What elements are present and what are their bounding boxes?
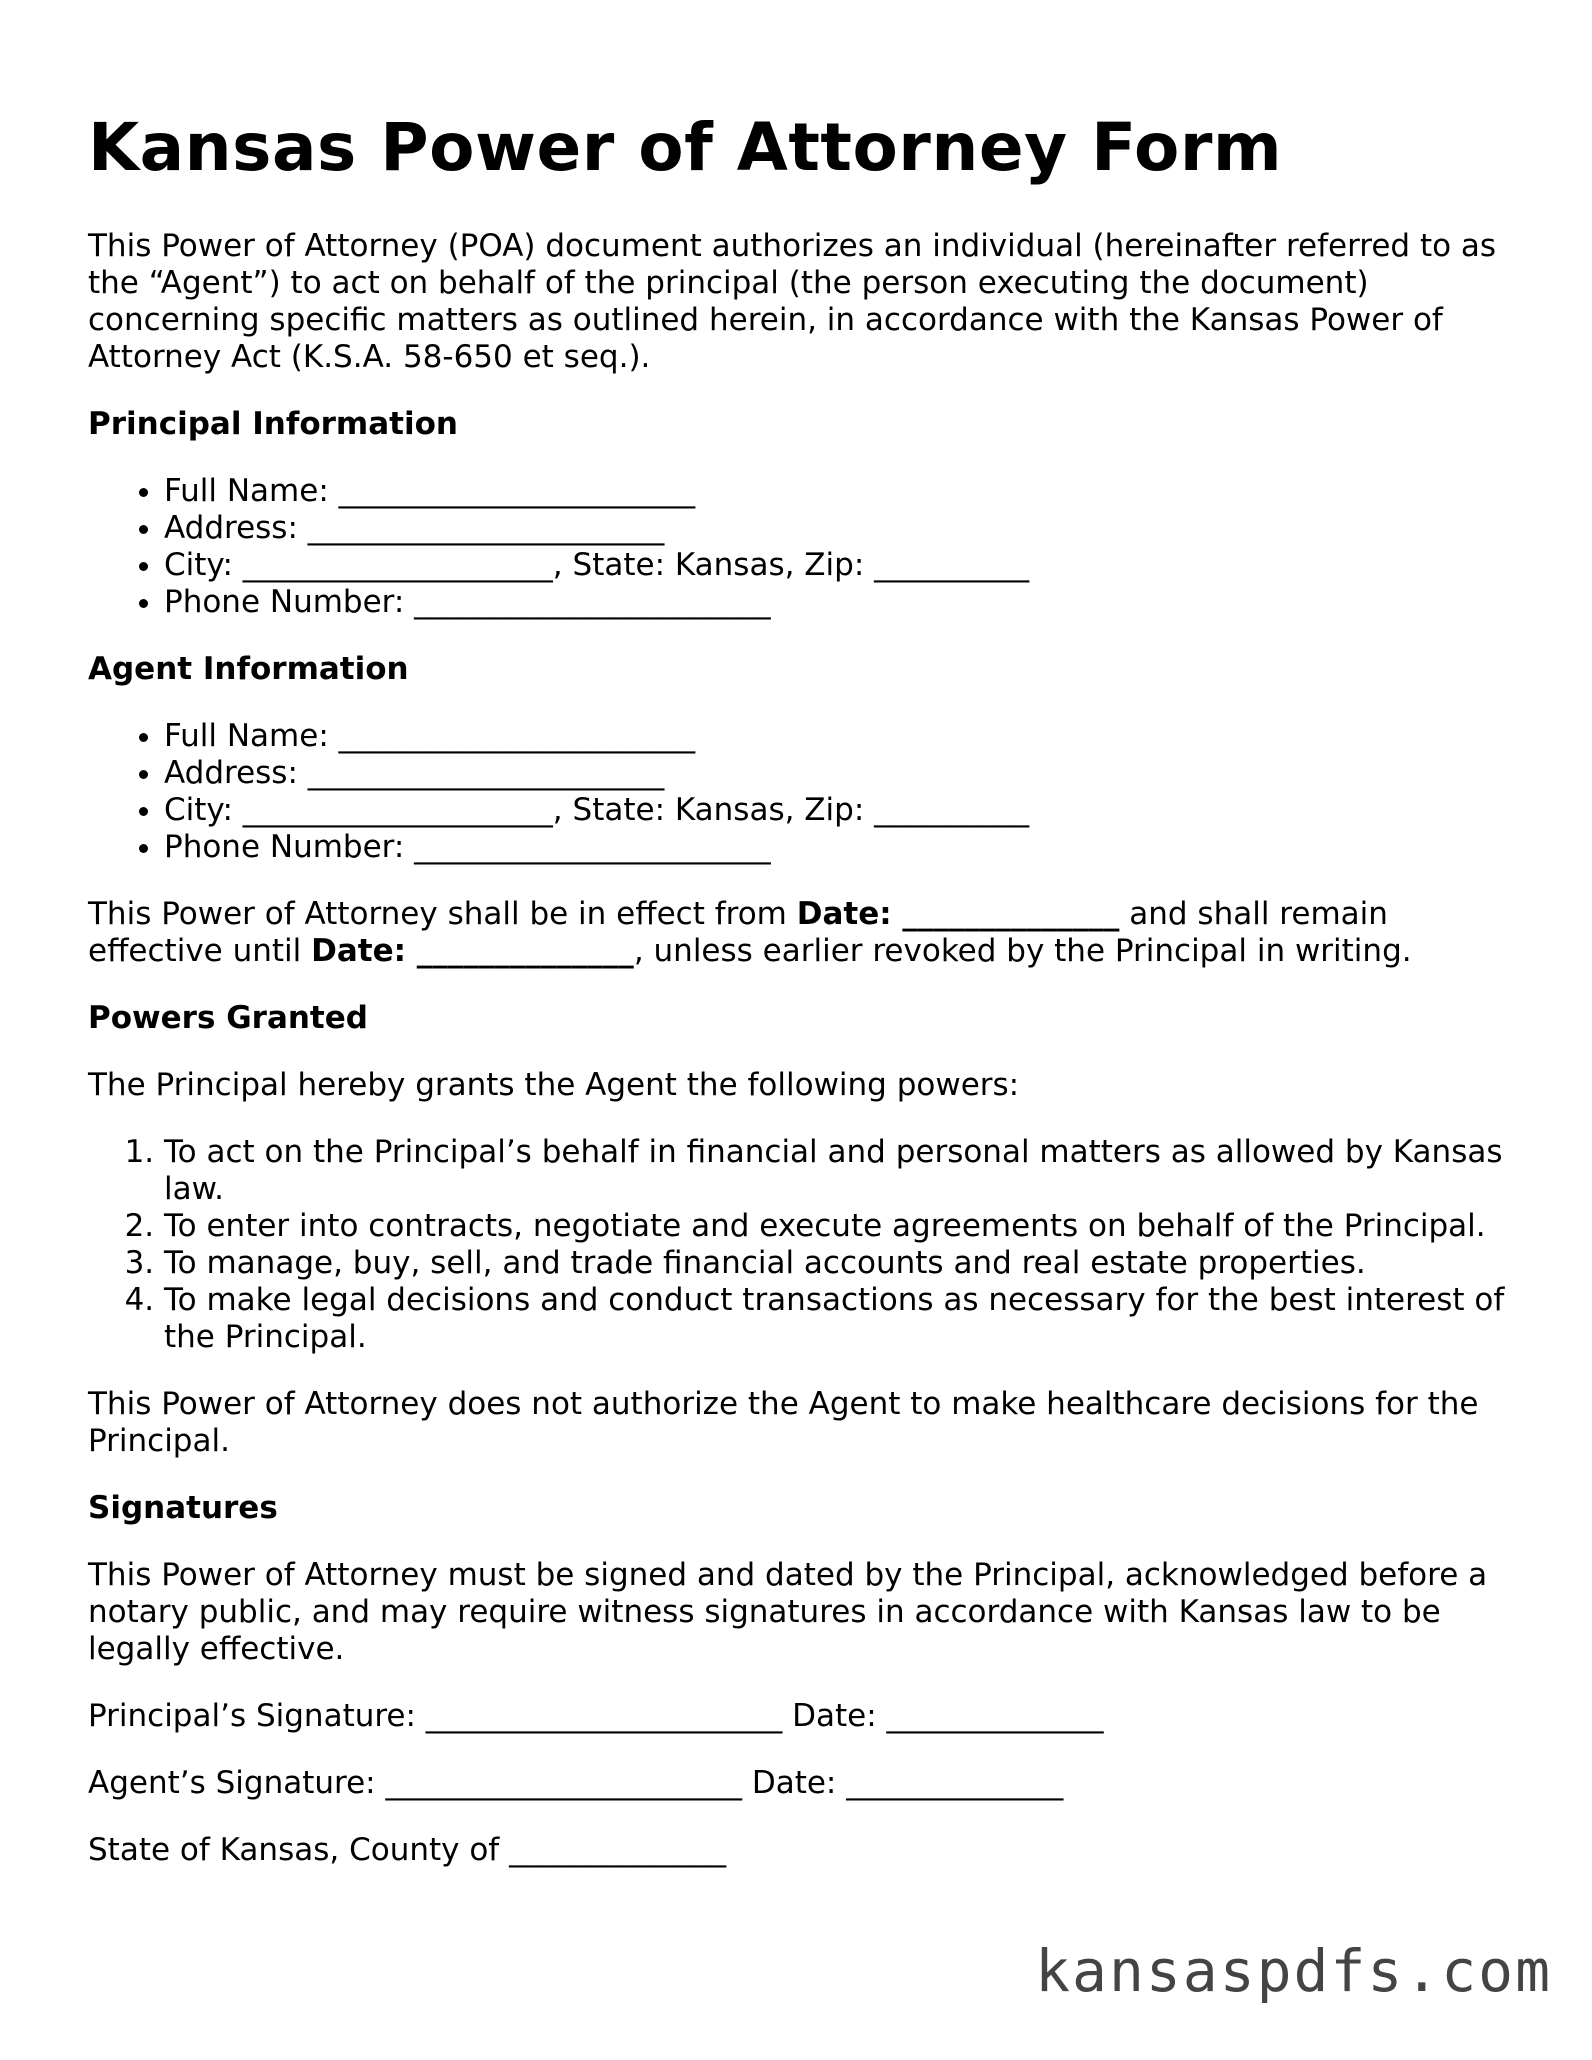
agent-full-name: • Full Name: _______________________ [164, 718, 1508, 755]
principal-address: • Address: _______________________ [164, 510, 1508, 547]
agent-heading: Agent Information [88, 651, 409, 687]
principal-info-list [88, 473, 1508, 621]
agent-city-state-zip: • City: ____________________, State: Kansas, Zip: __________ [164, 792, 1508, 829]
agent-phone: • Phone Number: _______________________ [164, 829, 1508, 866]
power-item: 1. To act on the Principal’s behalf in financial and personal matters as allowed by Kansas law. [164, 1134, 1508, 1208]
principal-phone: • Phone Number: _______________________ [164, 584, 1508, 621]
watermark: kansaspdfs.com [1035, 1937, 1552, 2005]
county-line: State of Kansas, County of ______________ [88, 1832, 727, 1868]
effective-text-3: , unless earlier revoked by the Principal in writing. [633, 933, 1412, 969]
power-item: 2. To enter into contracts, negotiate and execute agreements on behalf of the Principal. [164, 1208, 1508, 1245]
effective-end-date: Date: ______________ [311, 933, 634, 969]
effective-start-date: Date: ______________ [796, 896, 1120, 932]
intro-paragraph: This Power of Attorney (POA) document authorizes an individual (hereinafter referred to as the “Agent”) to act on behalf of the principal (the person executing the document) concerning specific matters as outlined herein, in accordance with the Kansas Power of Attorney Act (K.S.A. 58-650 et seq.). [88, 228, 1497, 375]
signatures-heading: Signatures [88, 1490, 278, 1526]
healthcare-exclusion: This Power of Attorney does not authorize the Agent to make healthcare decisions for the Principal. [88, 1386, 1479, 1459]
agent-info-list [88, 718, 1508, 866]
effective-period-paragraph [88, 896, 1508, 970]
principal-city-state-zip: • City: ____________________, State: Kansas, Zip: __________ [164, 547, 1508, 584]
page-title: Kansas Power of Attorney Form [88, 109, 1283, 186]
principal-full-name: • Full Name: _______________________ [164, 473, 1508, 510]
effective-text-2: and shall remain effective until [88, 896, 1388, 969]
agent-address: • Address: _______________________ [164, 755, 1508, 792]
power-item: 4. To make legal decisions and conduct transactions as necessary for the best interest of the Principal. [164, 1282, 1508, 1356]
powers-heading: Powers Granted [88, 1000, 368, 1036]
signatures-text: This Power of Attorney must be signed and dated by the Principal, acknowledged before a notary public, and may require witness signatures in accordance with Kansas law to be legally effective. [88, 1557, 1488, 1667]
principal-signature-line: Principal’s Signature: _______________________ Date: ______________ [88, 1698, 1104, 1734]
document-page [88, 108, 1508, 1899]
powers-list [88, 1134, 1508, 1356]
principal-heading: Principal Information [88, 406, 458, 442]
power-item: 3. To manage, buy, sell, and trade financial accounts and real estate properties. [164, 1245, 1508, 1282]
powers-intro: The Principal hereby grants the Agent the following powers: [88, 1067, 1020, 1103]
effective-text-1: This Power of Attorney shall be in effect from [88, 896, 797, 932]
agent-signature-line: Agent’s Signature: _______________________ Date: ______________ [88, 1765, 1064, 1801]
